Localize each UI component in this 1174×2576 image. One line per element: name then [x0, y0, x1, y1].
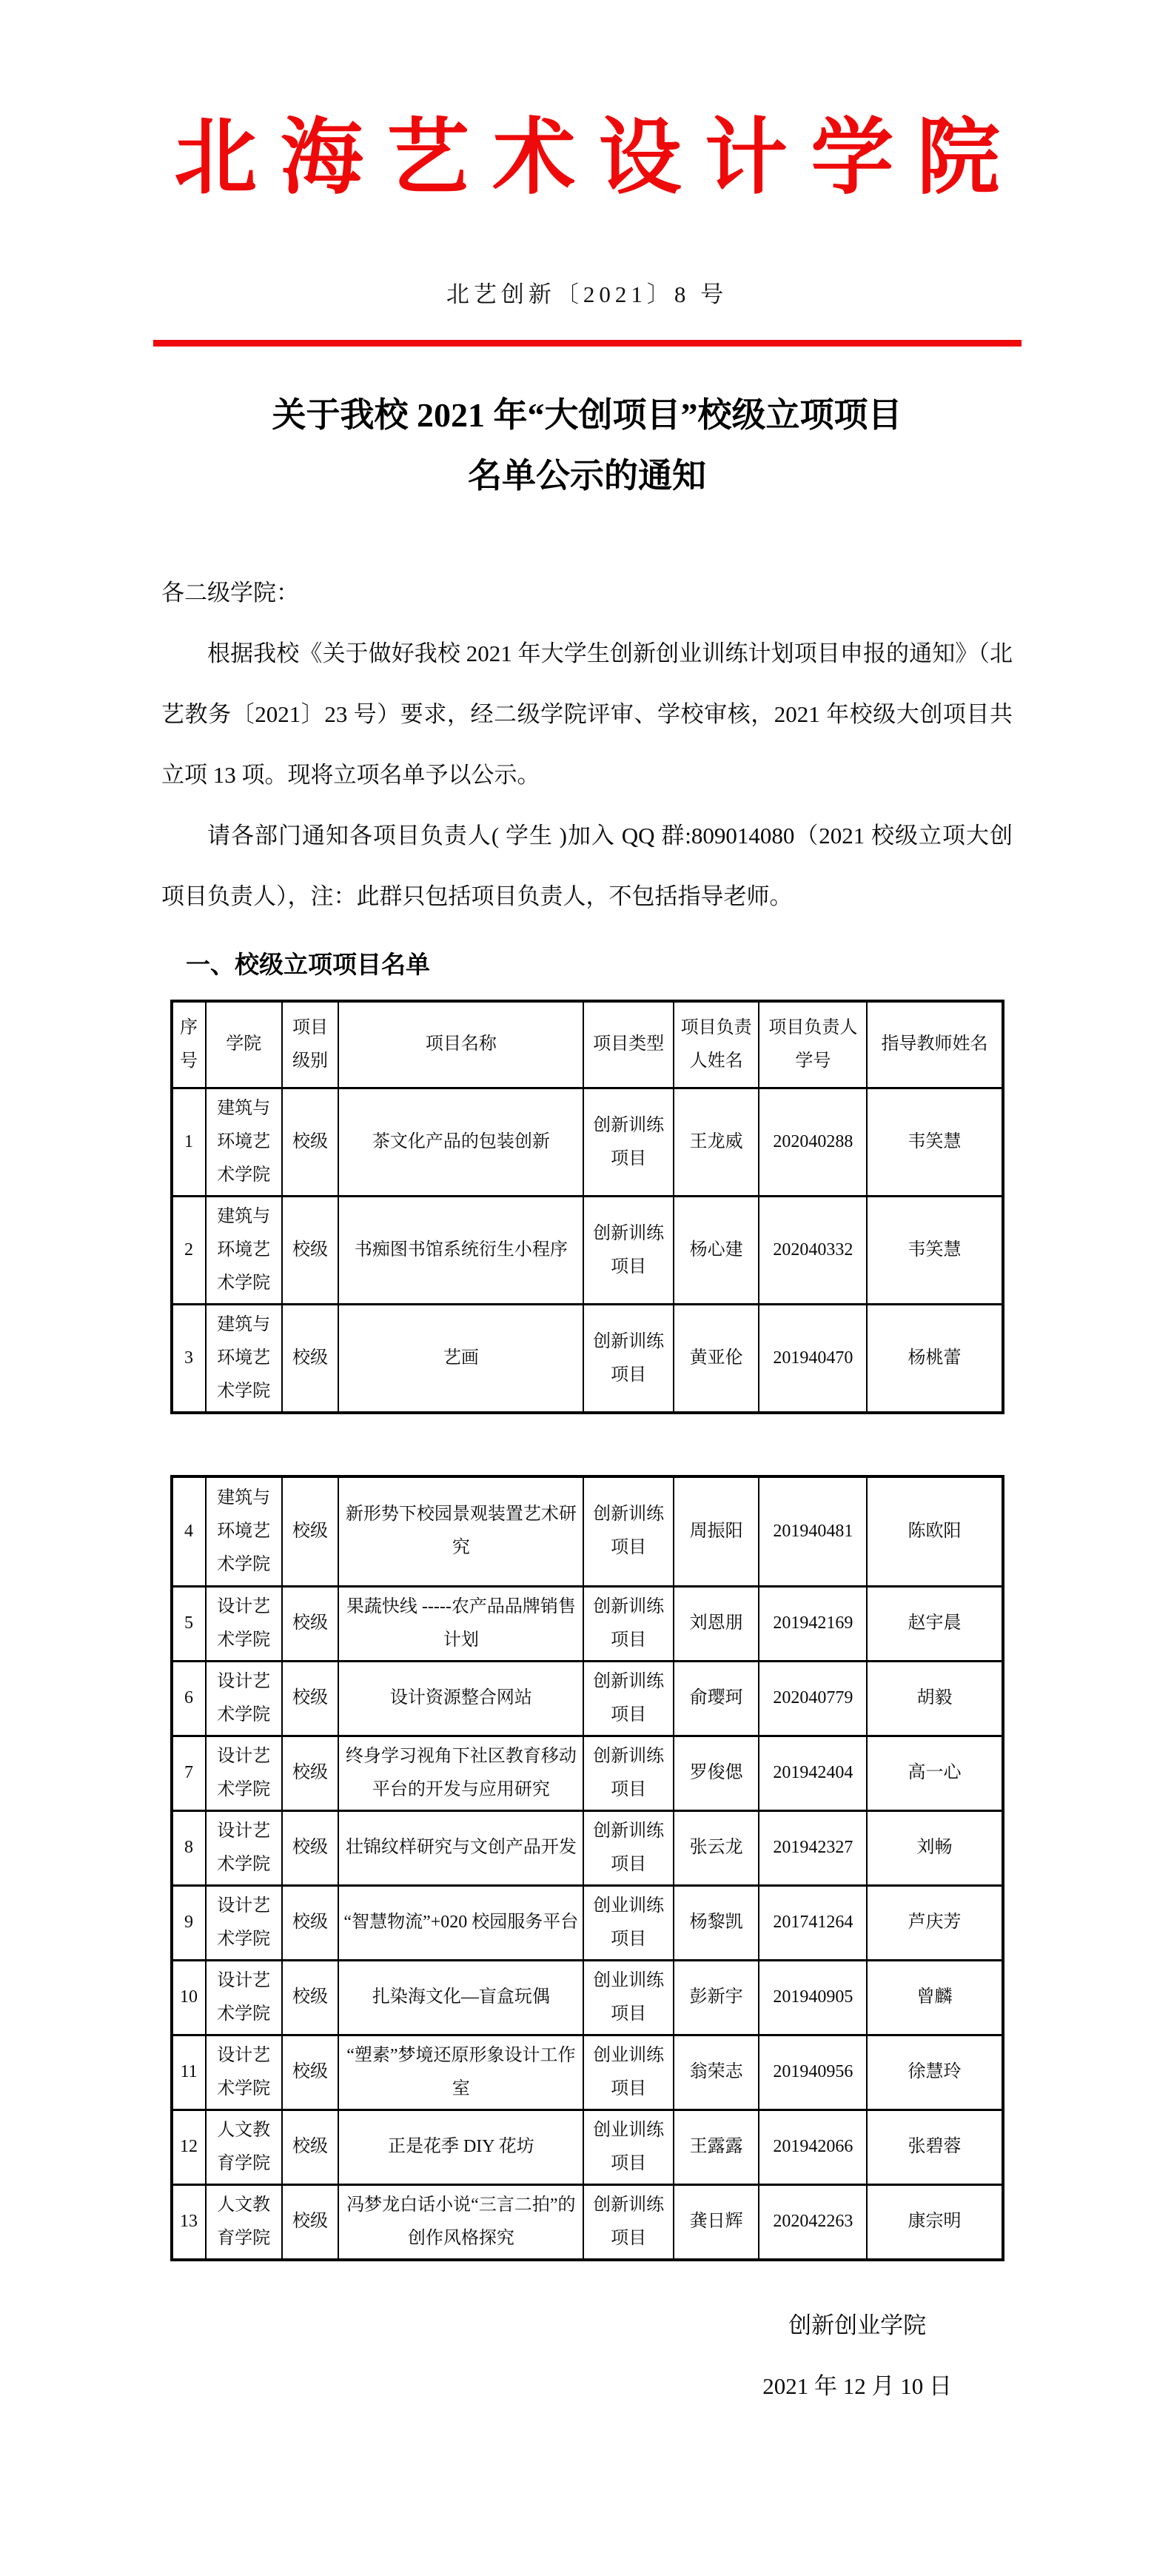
table-cell: 杨黎凯 — [674, 1885, 759, 1960]
table-cell: 彭新宇 — [674, 1960, 759, 2035]
letterhead-divider-rule — [153, 340, 1022, 347]
table-cell: 建筑与环境艺术学院 — [206, 1305, 282, 1414]
table-row — [172, 1088, 1003, 1197]
table-cell: 人文教育学院 — [206, 2110, 282, 2184]
table-cell: 刘恩朋 — [674, 1586, 759, 1661]
table-cell: 7 — [172, 1736, 206, 1810]
table-cell: 创新训练项目 — [583, 2184, 673, 2260]
column-header: 序号 — [172, 1001, 206, 1088]
table-cell: 校级 — [282, 1810, 338, 1885]
table-cell: 12 — [172, 2110, 206, 2184]
table-cell: 果蔬快线 -----农产品品牌销售计划 — [338, 1586, 583, 1661]
table-row — [172, 1885, 1003, 1960]
project-table-part-1 — [170, 1000, 1004, 1415]
paragraph-2: 请各部门通知各项目负责人( 学生 )加入 QQ 群:809014080（2021 校级立项大创项目负责人），注：此群只包括项目负责人，不包括指导老师。 — [161, 822, 1013, 909]
table-cell: 201942327 — [759, 1810, 867, 1885]
table-cell: 5 — [172, 1586, 206, 1661]
table-cell: 4 — [172, 1476, 206, 1586]
salutation: 各二级学院： — [161, 579, 299, 606]
table-cell: 设计艺术学院 — [206, 1810, 282, 1885]
table-cell: 2 — [172, 1197, 206, 1305]
table-cell: 王露露 — [674, 2110, 759, 2184]
table-cell: 校级 — [282, 1960, 338, 2035]
table-cell: 冯梦龙白话小说“三言二拍”的创作风格探究 — [338, 2184, 583, 2260]
table-row — [172, 1810, 1003, 1885]
table-cell: 翁荣志 — [674, 2035, 759, 2110]
table-cell: 10 — [172, 1960, 206, 2035]
table-cell: 高一心 — [867, 1736, 1002, 1810]
table-cell: 设计艺术学院 — [206, 2035, 282, 2110]
table-cell: 终身学习视角下社区教育移动平台的开发与应用研究 — [338, 1736, 583, 1810]
column-header: 学院 — [206, 1001, 282, 1088]
column-header: 项目类型 — [583, 1001, 673, 1088]
table-cell: 创业训练项目 — [583, 1885, 673, 1960]
notice-title-line-1: 关于我校 2021 年“大创项目”校级立项项目 — [272, 395, 902, 434]
table-cell: 建筑与环境艺术学院 — [206, 1197, 282, 1305]
table-cell: 校级 — [282, 1476, 338, 1586]
table-cell: 创新训练项目 — [583, 1586, 673, 1661]
table-cell: 13 — [172, 2184, 206, 2260]
table-row — [172, 1476, 1003, 1586]
table-cell: “智慧物流”+020 校园服务平台 — [338, 1885, 583, 1960]
column-header: 项目负责人姓名 — [674, 1001, 759, 1088]
table-cell: 202042263 — [759, 2184, 867, 2260]
table-header-row — [172, 1001, 1003, 1088]
table-cell: 徐慧玲 — [867, 2035, 1002, 2110]
table-cell: 202040332 — [759, 1197, 867, 1305]
table-cell: 设计艺术学院 — [206, 1960, 282, 2035]
table-cell: 8 — [172, 1810, 206, 1885]
table-cell: 校级 — [282, 2035, 338, 2110]
signature-org: 创新创业学院 — [788, 2312, 927, 2338]
table-cell: 陈欧阳 — [867, 1476, 1002, 1586]
table-cell: 扎染海文化—盲盒玩偶 — [338, 1960, 583, 2035]
table-cell: 杨心建 — [674, 1197, 759, 1305]
table-cell: 创新训练项目 — [583, 1810, 673, 1885]
table-cell: 校级 — [282, 1088, 338, 1197]
table-row — [172, 2035, 1003, 2110]
table-cell: 201942169 — [759, 1586, 867, 1661]
table-cell: 创业训练项目 — [583, 1960, 673, 2035]
table-cell: 设计艺术学院 — [206, 1736, 282, 1810]
table-cell: 201942404 — [759, 1736, 867, 1810]
table-cell: 校级 — [282, 1885, 338, 1960]
table-cell: 龚日辉 — [674, 2184, 759, 2260]
table-cell: 张碧蓉 — [867, 2110, 1002, 2184]
table-cell: 罗俊偲 — [674, 1736, 759, 1810]
table-cell: 201940470 — [759, 1305, 867, 1414]
notice-title-line-2: 名单公示的通知 — [468, 456, 706, 495]
table-cell: 茶文化产品的包装创新 — [338, 1088, 583, 1197]
table-row — [172, 2110, 1003, 2184]
table-cell: 韦笑慧 — [867, 1197, 1002, 1305]
table-cell: 刘畅 — [867, 1810, 1002, 1885]
table-cell: 201940905 — [759, 1960, 867, 2035]
table-cell: 创业训练项目 — [583, 2110, 673, 2184]
column-header: 项目级别 — [282, 1001, 338, 1088]
table-row — [172, 2184, 1003, 2260]
table-cell: 创新训练项目 — [583, 1088, 673, 1197]
table-cell: 正是花季 DIY 花坊 — [338, 2110, 583, 2184]
table-cell: 王龙威 — [674, 1088, 759, 1197]
column-header: 项目名称 — [338, 1001, 583, 1088]
table-cell: 3 — [172, 1305, 206, 1414]
table-cell: 校级 — [282, 2184, 338, 2260]
table-cell: 书痴图书馆系统衍生小程序 — [338, 1197, 583, 1305]
table-cell: 校级 — [282, 2110, 338, 2184]
table-cell: 韦笑慧 — [867, 1088, 1002, 1197]
table-row — [172, 1736, 1003, 1810]
signature-block — [762, 2295, 952, 2417]
table-cell: 赵宇晨 — [867, 1586, 1002, 1661]
table-cell: 康宗明 — [867, 2184, 1002, 2260]
table-cell: 创新训练项目 — [583, 1476, 673, 1586]
table-cell: 创业训练项目 — [583, 2035, 673, 2110]
table-cell: 202040779 — [759, 1661, 867, 1736]
table-cell: 创新训练项目 — [583, 1197, 673, 1305]
table-cell: 6 — [172, 1661, 206, 1736]
table-cell: 校级 — [282, 1586, 338, 1661]
table-row — [172, 1305, 1003, 1414]
table-cell: 校级 — [282, 1305, 338, 1414]
table-cell: 壮锦纹样研究与文创产品开发 — [338, 1810, 583, 1885]
table-cell: 201940481 — [759, 1476, 867, 1586]
table-cell: 杨桃蕾 — [867, 1305, 1002, 1414]
table-cell: 周振阳 — [674, 1476, 759, 1586]
section-heading: 一、校级立项项目名单 — [186, 950, 430, 978]
paragraph-1: 根据我校《关于做好我校 2021 年大学生创新创业训练计划项目申报的通知》（北艺教务〔2021〕23 号）要求，经二级学院评审、学校审核，2021 年校级大创项目共立项 13 项。现将立项名单予以公示。 — [161, 640, 1013, 788]
table-cell: 201942066 — [759, 2110, 867, 2184]
table-cell: 黄亚伦 — [674, 1305, 759, 1414]
table-row — [172, 1960, 1003, 2035]
table-cell: 创新训练项目 — [583, 1736, 673, 1810]
table-cell: 校级 — [282, 1736, 338, 1810]
table-cell: 曾麟 — [867, 1960, 1002, 2035]
table-row — [172, 1586, 1003, 1661]
letterhead-org-title: 北海艺术设计学院 — [174, 113, 1024, 204]
table-cell: 新形势下校园景观装置艺术研究 — [338, 1476, 583, 1586]
column-header: 项目负责人学号 — [759, 1001, 867, 1088]
table-row — [172, 1661, 1003, 1736]
table-cell: 校级 — [282, 1661, 338, 1736]
project-table-part-2 — [170, 1475, 1004, 2261]
table-cell: 俞璎珂 — [674, 1661, 759, 1736]
table-cell: 创新训练项目 — [583, 1661, 673, 1736]
table-cell: 艺画 — [338, 1305, 583, 1414]
table-cell: 11 — [172, 2035, 206, 2110]
table-cell: 201940956 — [759, 2035, 867, 2110]
table-cell: 人文教育学院 — [206, 2184, 282, 2260]
table-cell: 202040288 — [759, 1088, 867, 1197]
table-cell: 设计艺术学院 — [206, 1661, 282, 1736]
table-cell: “塑素”梦境还原形象设计工作室 — [338, 2035, 583, 2110]
table-cell: 建筑与环境艺术学院 — [206, 1476, 282, 1586]
table-cell: 芦庆芳 — [867, 1885, 1002, 1960]
table-cell: 9 — [172, 1885, 206, 1960]
table-cell: 设计艺术学院 — [206, 1586, 282, 1661]
table-cell: 201741264 — [759, 1885, 867, 1960]
table-cell: 1 — [172, 1088, 206, 1197]
table-cell: 设计艺术学院 — [206, 1885, 282, 1960]
table-cell: 胡毅 — [867, 1661, 1002, 1736]
notice-body — [161, 563, 1013, 927]
table-row — [172, 1197, 1003, 1305]
signature-date: 2021 年 12 月 10 日 — [762, 2372, 952, 2399]
document-number: 北艺创新〔2021〕8 号 — [446, 281, 728, 307]
notice-title — [0, 385, 1174, 506]
table-cell: 张云龙 — [674, 1810, 759, 1885]
table-cell: 建筑与环境艺术学院 — [206, 1088, 282, 1197]
table-cell: 校级 — [282, 1197, 338, 1305]
table-cell: 设计资源整合网站 — [338, 1661, 583, 1736]
table-cell: 创新训练项目 — [583, 1305, 673, 1414]
column-header: 指导教师姓名 — [867, 1001, 1002, 1088]
